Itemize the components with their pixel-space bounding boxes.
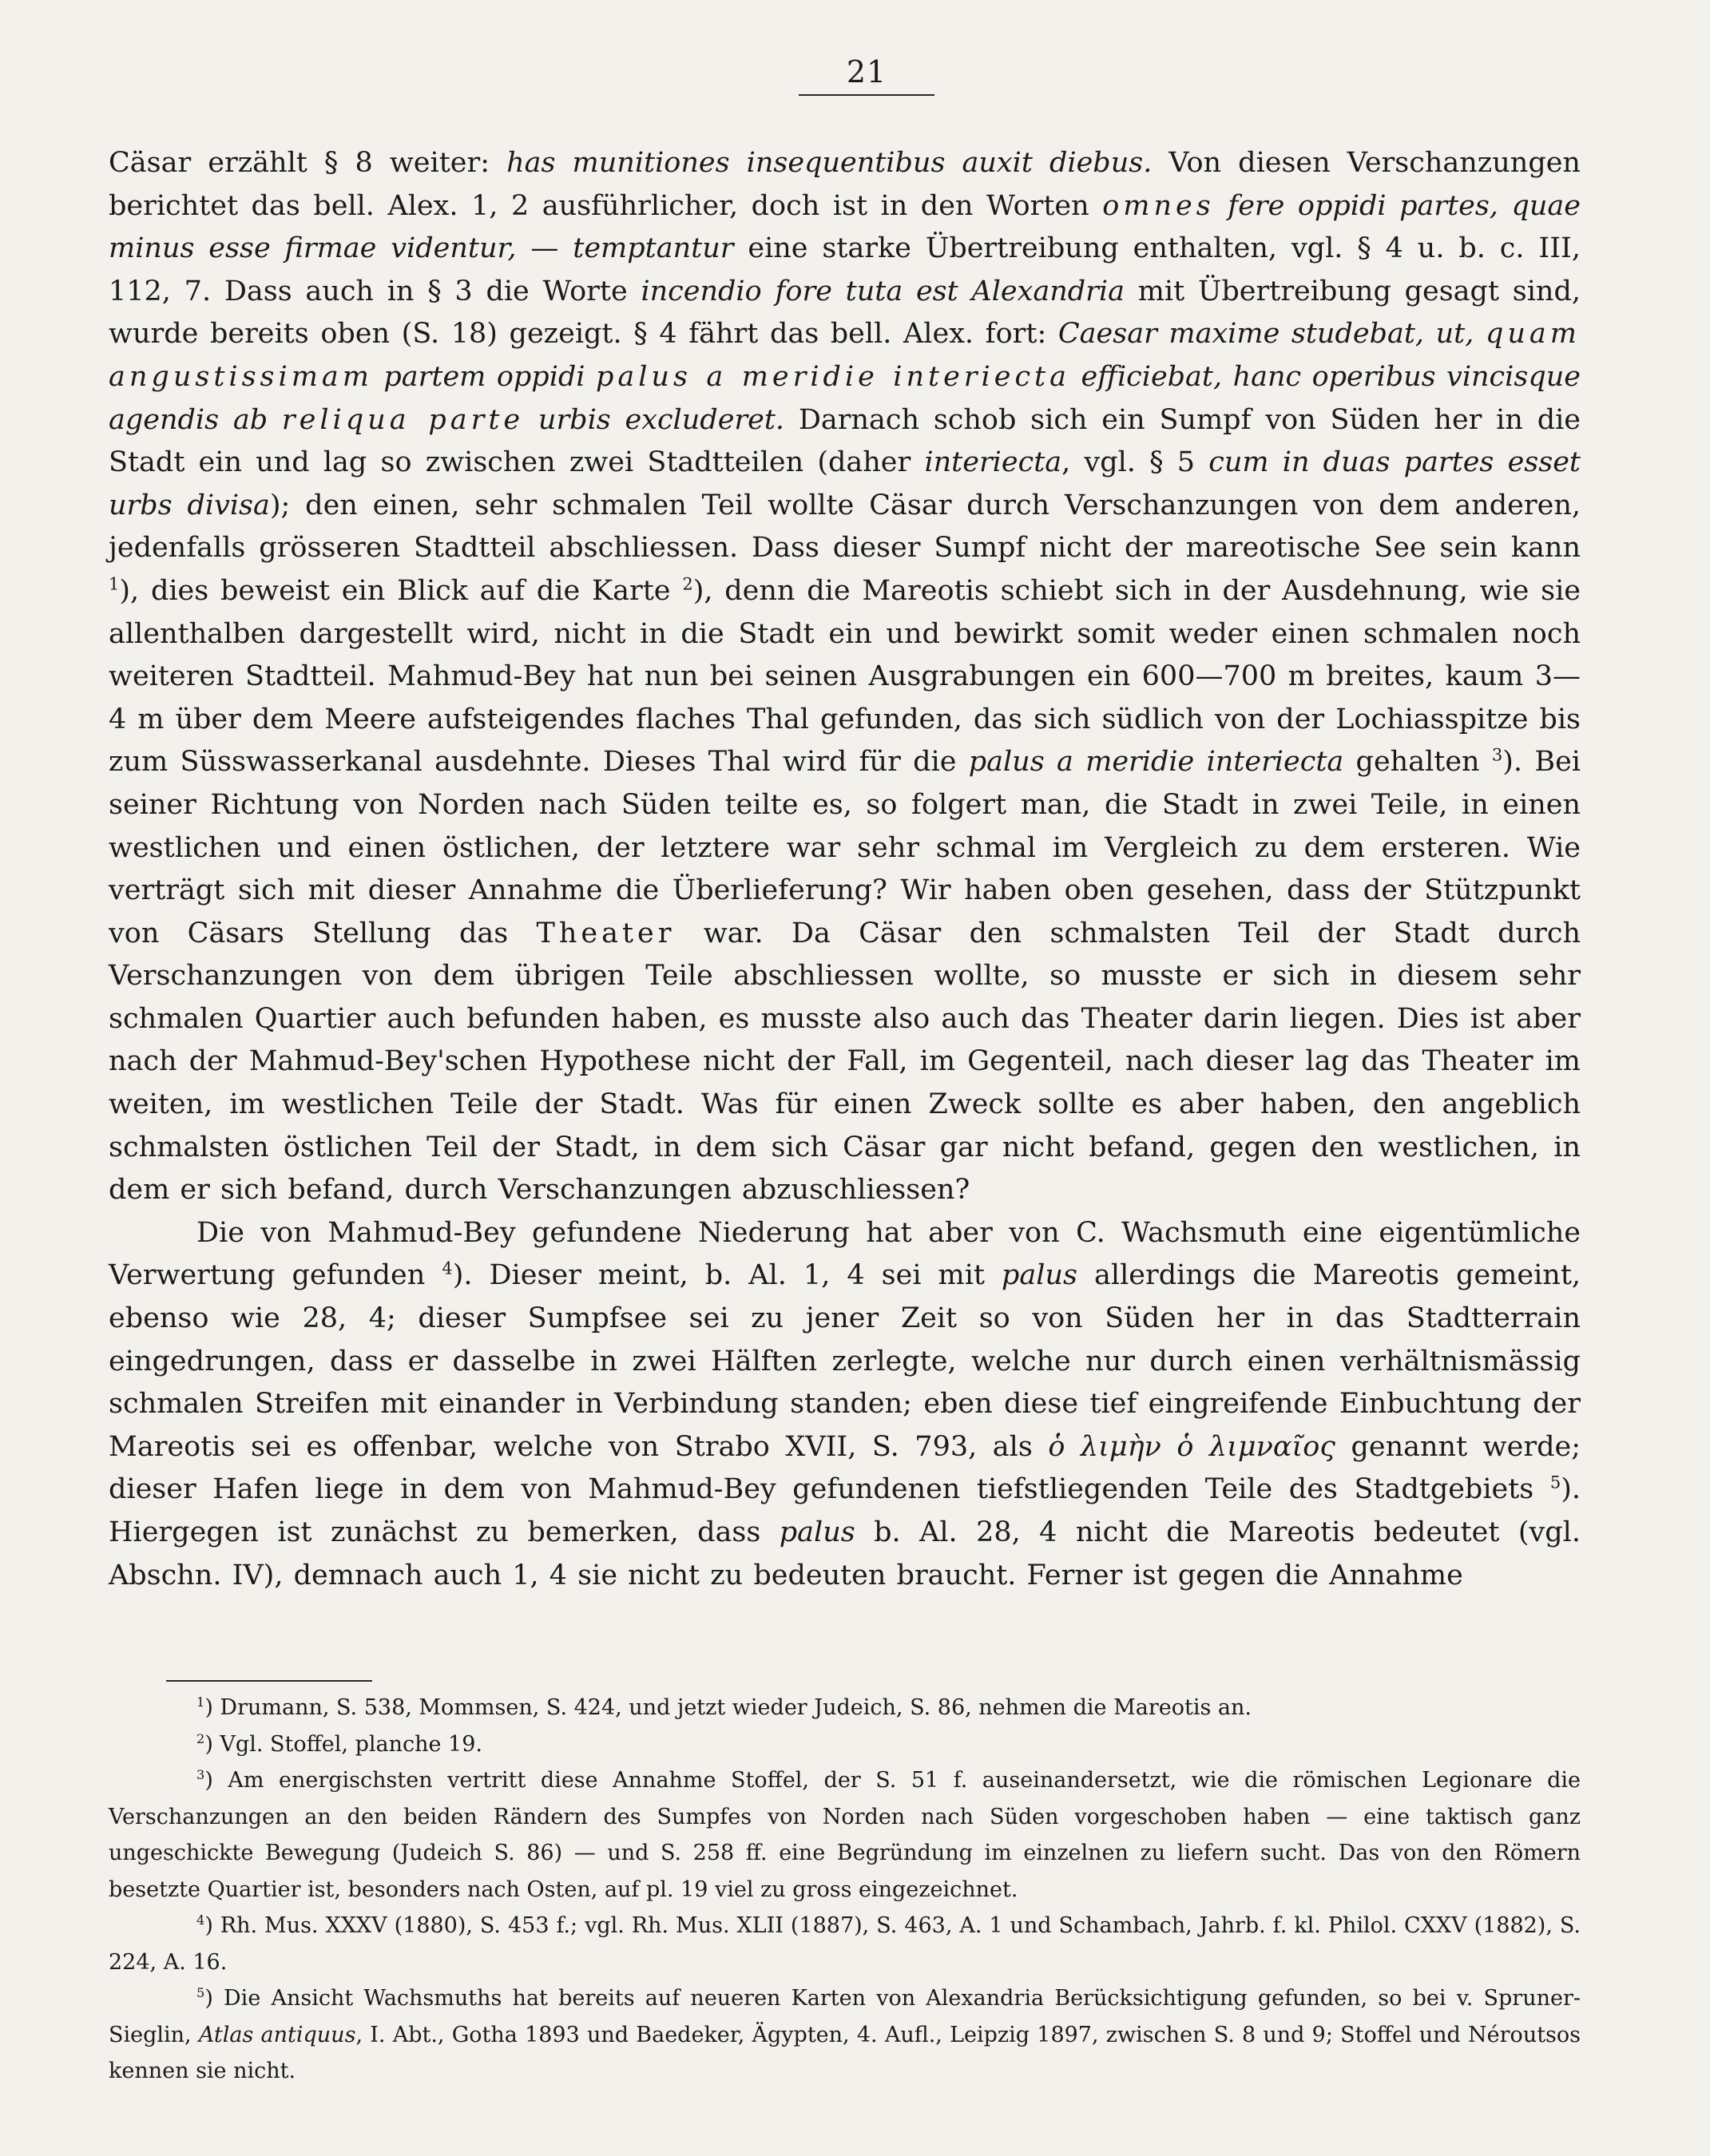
italic-text: quam angustissimam [109,318,1581,393]
footnote-text: ) Vgl. Stoffel, planche 19. [204,1731,482,1757]
text-run: , vgl. § 5 [1061,446,1209,479]
footnote-marker: 4 [196,1912,205,1928]
italic-text: incendio fore tuta est Alexandria [641,275,1125,307]
italic-text: palus a meridie interiecta [968,746,1344,779]
text-run: Cäsar erzählt § 8 weiter: [109,147,507,179]
footnote-marker: 5 [196,1985,205,2000]
italic-text: efficiebat, hanc operibus vincisque agendis ab [109,360,1581,436]
text-run: Darnach schob sich ein Sumpf von Süden her in die Stadt ein und lag so zwischen zwei Stadtteilen (daher [109,403,1581,479]
italic-text: urbis excluderet. [524,403,785,436]
italic-text: interiecta [924,446,1062,479]
footnote [109,1690,1581,1726]
text-run: ). Dieser meint, b. Al. 1, 4 sei mit [452,1259,1002,1292]
text-run: Von diesen Verschanzungen berichtet das bell. Alex. 1, 2 ausführlicher, doch ist in den Worten [109,147,1581,222]
italic-text: palus [779,1516,855,1548]
italic-text: partem oppidi [372,360,596,393]
text-run: eine starke Übertreibung enthalten, vgl. § 4 u. b. c. III, 112, 7. Dass auch in § 3 die Worte [109,232,1581,307]
text-run: ); den einen, sehr schmalen Teil wollte Cäsar durch Verschanzungen von dem anderen, jedenfalls grösseren Stadtteil abschliessen. Dass dieser Sumpf nicht der mareotische See sein kann [109,489,1581,565]
italic-text: reliqua parte [281,403,525,436]
italic-text: fere oppidi partes, quae minus esse firmae videntur, [109,189,1581,265]
footnote-marker: 3 [1491,745,1503,765]
footnote-separator [166,1680,372,1682]
footnote-marker: 2 [196,1730,205,1746]
text-run: ). Bei seiner Richtung von Norden nach Süden teilte es, so folgert man, die Stadt in zwei Teile, in einen westlichen und einen östlichen, der letztere war sehr schmal im Vergleich zu dem ersteren. Wie verträgt sich mit dieser Annahme die Überlieferung? Wir haben oben gesehen, dass der Stützpunkt von Cäsars Stellung das [109,746,1581,949]
footnote-marker: 1 [109,574,120,594]
text-run: ). Hiergegen ist zunächst zu bemerken, dass [109,1473,1581,1548]
footnote-text: ) Rh. Mus. XXXV (1880), S. 453 f.; vgl. Rh. Mus. XLII (1887), S. 463, A. 1 und Schambach, Jahrb. f. kl. Philol. CXXV (1882), S. 224, A. 16. [109,1913,1581,1975]
text-run: ), dies beweist ein Blick auf die Karte [119,574,683,607]
paragraph [109,142,1581,1212]
italic-text: palus a meridie interiecta [595,360,1070,393]
footnote [109,1908,1581,1980]
italic-text: has munitiones insequentibus auxit diebus. [506,147,1153,179]
footnote [109,1762,1581,1908]
italic-text: ὁ λιμὴν ὁ λιμναῖος [1048,1430,1335,1463]
italic-text: cum in duas partes esset urbs divisa [109,446,1581,521]
italic-text: Caesar maxime studebat, ut, [1057,318,1486,351]
italic-text: Atlas antiquus [198,2022,356,2047]
text-run: genannt werde; dieser Hafen liege in dem von Mahmud-Bey gefundenen tiefstliegenden Teile des Stadtgebiets [109,1430,1581,1506]
text-run: allerdings die Mareotis gemeint, ebenso wie 28, 4; dieser Sumpfsee sei zu jener Zeit so von Süden her in das Stadtterrain eingedrungen, dass er dasselbe in zwei Hälften zerlegte, welche nur durch einen verhältnismässig schmalen Streifen mit einander in Verbindung standen; eben diese tief eingreifende Einbuchtung der Mareotis sei es offenbar, welche von Strabo XVII, S. 793, als [109,1259,1581,1463]
text-run [1215,190,1228,222]
footnote [109,1726,1581,1763]
footnote-marker: 3 [196,1767,205,1782]
footnote-text: ) Die Ansicht Wachsmuths hat bereits auf neueren Karten von Alexandria Berücksichtigung gefunden, so bei v. Spruner-Sieglin, [109,1986,1581,2047]
italic-text: omnes [1102,189,1215,222]
text-run: — [516,232,573,265]
footnote-marker: 2 [682,574,693,594]
text-run: gehalten [1343,746,1492,779]
italic-text: palus [1002,1259,1077,1292]
header-rule [799,94,934,96]
text-run: Theater [536,917,676,949]
italic-text: temptantur [573,232,734,265]
footnote-marker: 4 [442,1258,453,1278]
page-number: 21 [846,54,887,89]
footnote-text: , I. Abt., Gotha 1893 und Baedeker, Ägypten, 4. Aufl., Leipzig 1897, zwischen S. 8 und 9; Stoffel und Néroutsos kennen sie nicht. [109,2022,1581,2083]
text-run: war. Da Cäsar den schmalsten Teil der Stadt durch Verschanzungen von dem übrigen Teile abschliessen wollte, so musste er sich in diesem sehr schmalen Quartier auch befunden haben, es musste also auch das Theater darin liegen. Dies ist aber nach der Mahmud-Bey'schen Hypothese nicht der Fall, im Gegenteil, nach dieser lag das Theater im weiten, im westlichen Teile der Stadt. Was für einen Zweck sollte es aber haben, den angeblich schmalsten östlichen Teil der Stadt, in dem sich Cäsar gar nicht befand, gegen den westlichen, in dem er sich befand, durch Verschanzungen abzuschliessen? [109,917,1581,1207]
footnotes [109,1690,1581,2090]
footnote-text: ) Am energischsten vertritt diese Annahme Stoffel, der S. 51 f. auseinandersetzt, wie die römischen Legionare die Verschanzungen an den beiden Rändern des Sumpfes von Norden nach Süden vorgeschoben haben — eine taktisch ganz ungeschickte Bewegung (Judeich S. 86) — und S. 258 ff. eine Begründung im einzelnen zu liefern sucht. Das von den Römern besetzte Quartier ist, besonders nach Osten, auf pl. 19 viel zu gross eingezeichnet. [109,1768,1581,1902]
text-run: mit Übertreibung gesagt sind, wurde bereits oben (S. 18) gezeigt. § 4 fährt das bell. Alex. fort: [109,275,1581,351]
body-text [109,142,1581,1597]
footnote-text: ) Drumann, S. 538, Mommsen, S. 424, und jetzt wieder Judeich, S. 86, nehmen die Mareotis an. [204,1695,1252,1720]
page-header [799,54,934,96]
text-run: ), denn die Mareotis schiebt sich in der Ausdehnung, wie sie allenthalben dargestellt wird, nicht in die Stadt ein und bewirkt somit weder einen schmalen noch weiteren Stadtteil. Mahmud-Bey hat nun bei seinen Ausgrabungen ein 600—700 m breites, kaum 3—4 m über dem Meere aufsteigendes flaches Thal gefunden, das sich südlich von der Lochiasspitze bis zum Süsswasserkanal ausdehnte. Dieses Thal wird für die [109,574,1581,779]
footnote-marker: 1 [196,1694,205,1710]
text-run: b. Al. 28, 4 nicht die Mareotis bedeutet (vgl. Abschn. IV), demnach auch 1, 4 sie nicht zu bedeuten braucht. Ferner ist gegen die Annahme [109,1516,1581,1591]
text-run: Die von Mahmud-Bey gefundene Niederung hat aber von C. Wachsmuth eine eigentümliche Verwertung gefunden [109,1216,1581,1292]
footnote [109,1980,1581,2090]
paragraph [109,1212,1581,1597]
footnote-marker: 5 [1549,1472,1561,1492]
